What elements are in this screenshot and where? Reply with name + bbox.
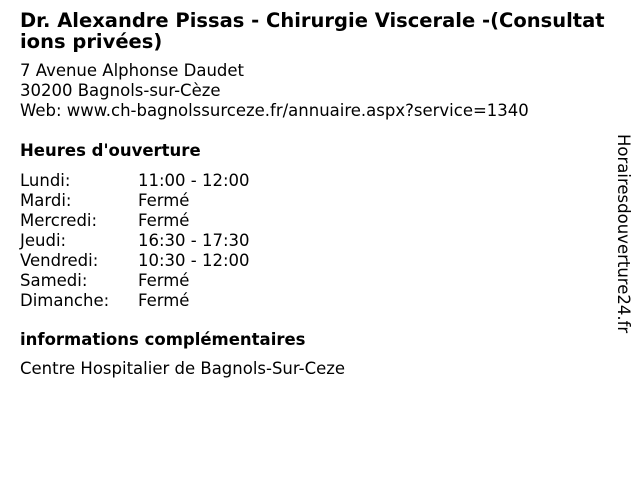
hours-value: Fermé [138, 191, 190, 210]
page-title: Dr. Alexandre Pissas - Chirurgie Viscerale -(Consultations privées) [20, 9, 605, 53]
hours-value: Fermé [138, 291, 190, 310]
address-web-link[interactable]: Web: www.ch-bagnolssurceze.fr/annuaire.aspx?service=1340 [20, 101, 529, 120]
address-street: 7 Avenue Alphonse Daudet [20, 61, 245, 80]
day-label: Dimanche: [20, 291, 110, 310]
hours-value: 11:00 - 12:00 [138, 171, 250, 190]
brand-watermark: Horairesdouverture24.fr [614, 134, 633, 334]
day-label: Mardi: [20, 191, 72, 210]
day-label: Samedi: [20, 271, 88, 290]
info-text: Centre Hospitalier de Bagnols-Sur-Ceze [20, 359, 346, 378]
hours-row-thursday [20, 231, 610, 251]
address-block [20, 61, 610, 121]
info-heading: informations complémentaires [20, 330, 306, 349]
hours-row-saturday [20, 271, 610, 291]
day-label: Lundi: [20, 171, 71, 190]
address-city: 30200 Bagnols-sur-Cèze [20, 81, 221, 100]
hours-value: 16:30 - 17:30 [138, 231, 250, 250]
hours-value: Fermé [138, 271, 190, 290]
hours-heading: Heures d'ouverture [20, 141, 201, 160]
day-label: Mercredi: [20, 211, 98, 230]
hours-value: Fermé [138, 211, 190, 230]
hours-row-friday [20, 251, 610, 271]
hours-row-wednesday [20, 211, 610, 231]
main-content [20, 10, 610, 379]
hours-row-tuesday [20, 191, 610, 211]
opening-hours-table [20, 171, 610, 311]
day-label: Vendredi: [20, 251, 99, 270]
day-label: Jeudi: [20, 231, 67, 250]
hours-row-monday [20, 171, 610, 191]
hours-row-sunday [20, 291, 610, 311]
hours-value: 10:30 - 12:00 [138, 251, 250, 270]
